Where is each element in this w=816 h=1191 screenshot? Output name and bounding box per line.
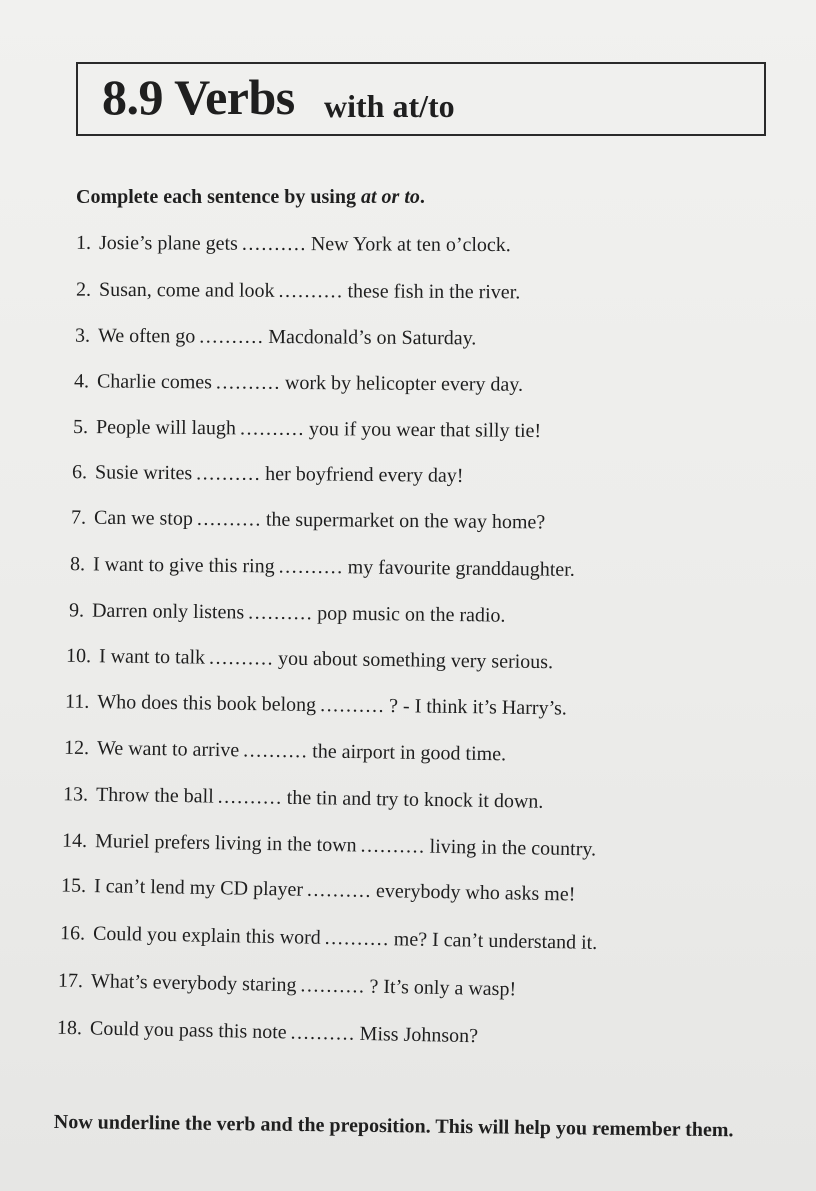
sentence-end: my favourite granddaughter. [347, 556, 575, 581]
sentence-end: everybody who asks me! [375, 880, 576, 906]
sentence-end: the airport in good time. [312, 740, 507, 766]
sentence-end: ? - I think it’s Harry’s. [388, 695, 568, 720]
sentence-start: Susie writes [94, 461, 193, 485]
sentence-end: living in the country. [429, 835, 597, 861]
sentence-number: 11. [64, 690, 90, 713]
sentence-item [66, 645, 553, 674]
sentence-item [74, 370, 523, 397]
sentence-number: 4. [73, 370, 90, 393]
sentence-item [75, 325, 477, 351]
sentence-number: 1. [75, 231, 92, 254]
answer-blank[interactable]: .......... [290, 1021, 356, 1045]
answer-blank[interactable]: .......... [241, 232, 307, 256]
sentence-number: 7. [70, 506, 87, 529]
sentence-end: her boyfriend every day! [265, 462, 464, 487]
sentence-number: 9. [68, 599, 85, 622]
answer-blank[interactable]: .......... [300, 974, 366, 998]
answer-blank[interactable]: .......... [215, 371, 282, 394]
sentence-start: People will laugh [95, 416, 237, 440]
answer-blank[interactable]: .......... [199, 325, 265, 348]
sentence-item [61, 875, 576, 907]
footer-note: Now underline the verb and the preposition. This will help you remember them. [53, 1110, 734, 1142]
sentence-start: I can’t lend my CD player [93, 875, 304, 901]
sentence-end: New York at ten o’clock. [310, 233, 511, 257]
sentence-item [63, 783, 544, 814]
sentence-item [65, 690, 567, 720]
answer-blank[interactable]: .......... [196, 462, 262, 485]
sentence-number: 13. [62, 783, 89, 806]
sentence-number: 16. [59, 922, 86, 945]
answer-blank[interactable]: .......... [217, 785, 283, 809]
sentence-item [70, 553, 575, 582]
sentence-end: work by helicopter every day. [284, 371, 524, 396]
sentence-item [62, 830, 596, 862]
sentence-number: 3. [74, 324, 91, 347]
sentence-item [60, 922, 598, 955]
answer-blank[interactable]: .......... [243, 739, 309, 763]
sentence-item [69, 599, 506, 627]
answer-blank[interactable]: .......... [208, 646, 275, 670]
instruction-emphasis: at or to [360, 186, 420, 208]
sentence-item [76, 232, 511, 257]
sentence-start: Could you pass this note [89, 1017, 287, 1044]
sentence-item [64, 737, 506, 767]
sentence-item [73, 416, 541, 443]
sentence-start: I want to give this ring [92, 553, 275, 578]
sentence-start: Throw the ball [95, 783, 214, 808]
sentence-end: ? It’s only a wasp! [369, 975, 517, 1001]
sentence-end: Macdonald’s on Saturday. [268, 325, 477, 350]
sentence-start: We want to arrive [96, 737, 240, 762]
sentence-number: 2. [75, 278, 92, 301]
sentence-start: Muriel prefers living in the town [94, 830, 357, 857]
instruction-end: . [419, 186, 425, 208]
sentence-item [72, 461, 464, 488]
answer-blank[interactable]: .......... [324, 926, 390, 951]
sentence-start: What’s everybody staring [90, 970, 297, 997]
sentence-end: Miss Johnson? [359, 1022, 479, 1048]
sentence-item [57, 1017, 478, 1048]
sentence-number: 12. [63, 736, 90, 760]
sentence-number: 17. [57, 969, 84, 993]
sentence-start: Josie’s plane gets [98, 231, 238, 255]
sentence-number: 18. [56, 1016, 83, 1040]
sentence-end: these fish in the river. [347, 280, 521, 304]
sentence-item [76, 279, 520, 305]
answer-blank[interactable]: .......... [248, 601, 314, 625]
sentence-start: Can we stop [93, 506, 194, 530]
sentence-end: pop music on the radio. [317, 602, 506, 627]
answer-blank[interactable]: .......... [239, 417, 306, 440]
sentence-item [58, 970, 516, 1002]
sentence-start: Could you explain this word [92, 922, 321, 949]
sentence-end: you if you wear that silly tie! [308, 418, 542, 443]
sentence-number: 5. [72, 415, 89, 439]
answer-blank[interactable]: .......... [319, 694, 386, 717]
answer-blank[interactable]: .......... [306, 878, 373, 902]
sentence-item [71, 507, 545, 535]
sentence-start: I want to talk [98, 645, 206, 669]
sentence-number: 8. [69, 553, 86, 576]
section-subtitle: with at/to [324, 88, 455, 124]
instruction-text: Complete each sentence by using [76, 186, 361, 208]
sentence-number: 15. [60, 874, 87, 897]
sentence-number: 10. [65, 644, 92, 668]
sentence-number: 14. [61, 829, 88, 852]
answer-blank[interactable]: .......... [360, 834, 426, 858]
sentence-end: me? I can’t understand it. [393, 928, 598, 954]
sentence-start: Susan, come and look [98, 278, 275, 302]
sentence-end: you about something very serious. [277, 647, 554, 674]
sentence-start: Charlie comes [96, 370, 213, 394]
answer-blank[interactable]: .......... [278, 555, 344, 579]
answer-blank[interactable]: .......... [278, 279, 344, 303]
section-title: 8.9 Verbs [102, 69, 295, 125]
sentence-number: 6. [71, 461, 88, 484]
sentence-start: Darren only listens [91, 599, 245, 624]
sentence-end: the tin and try to knock it down. [286, 786, 544, 813]
sentence-start: We often go [97, 324, 196, 348]
sentence-end: the supermarket on the way home? [265, 508, 546, 534]
answer-blank[interactable]: .......... [196, 507, 263, 531]
sentence-start: Who does this book belong [97, 690, 317, 717]
